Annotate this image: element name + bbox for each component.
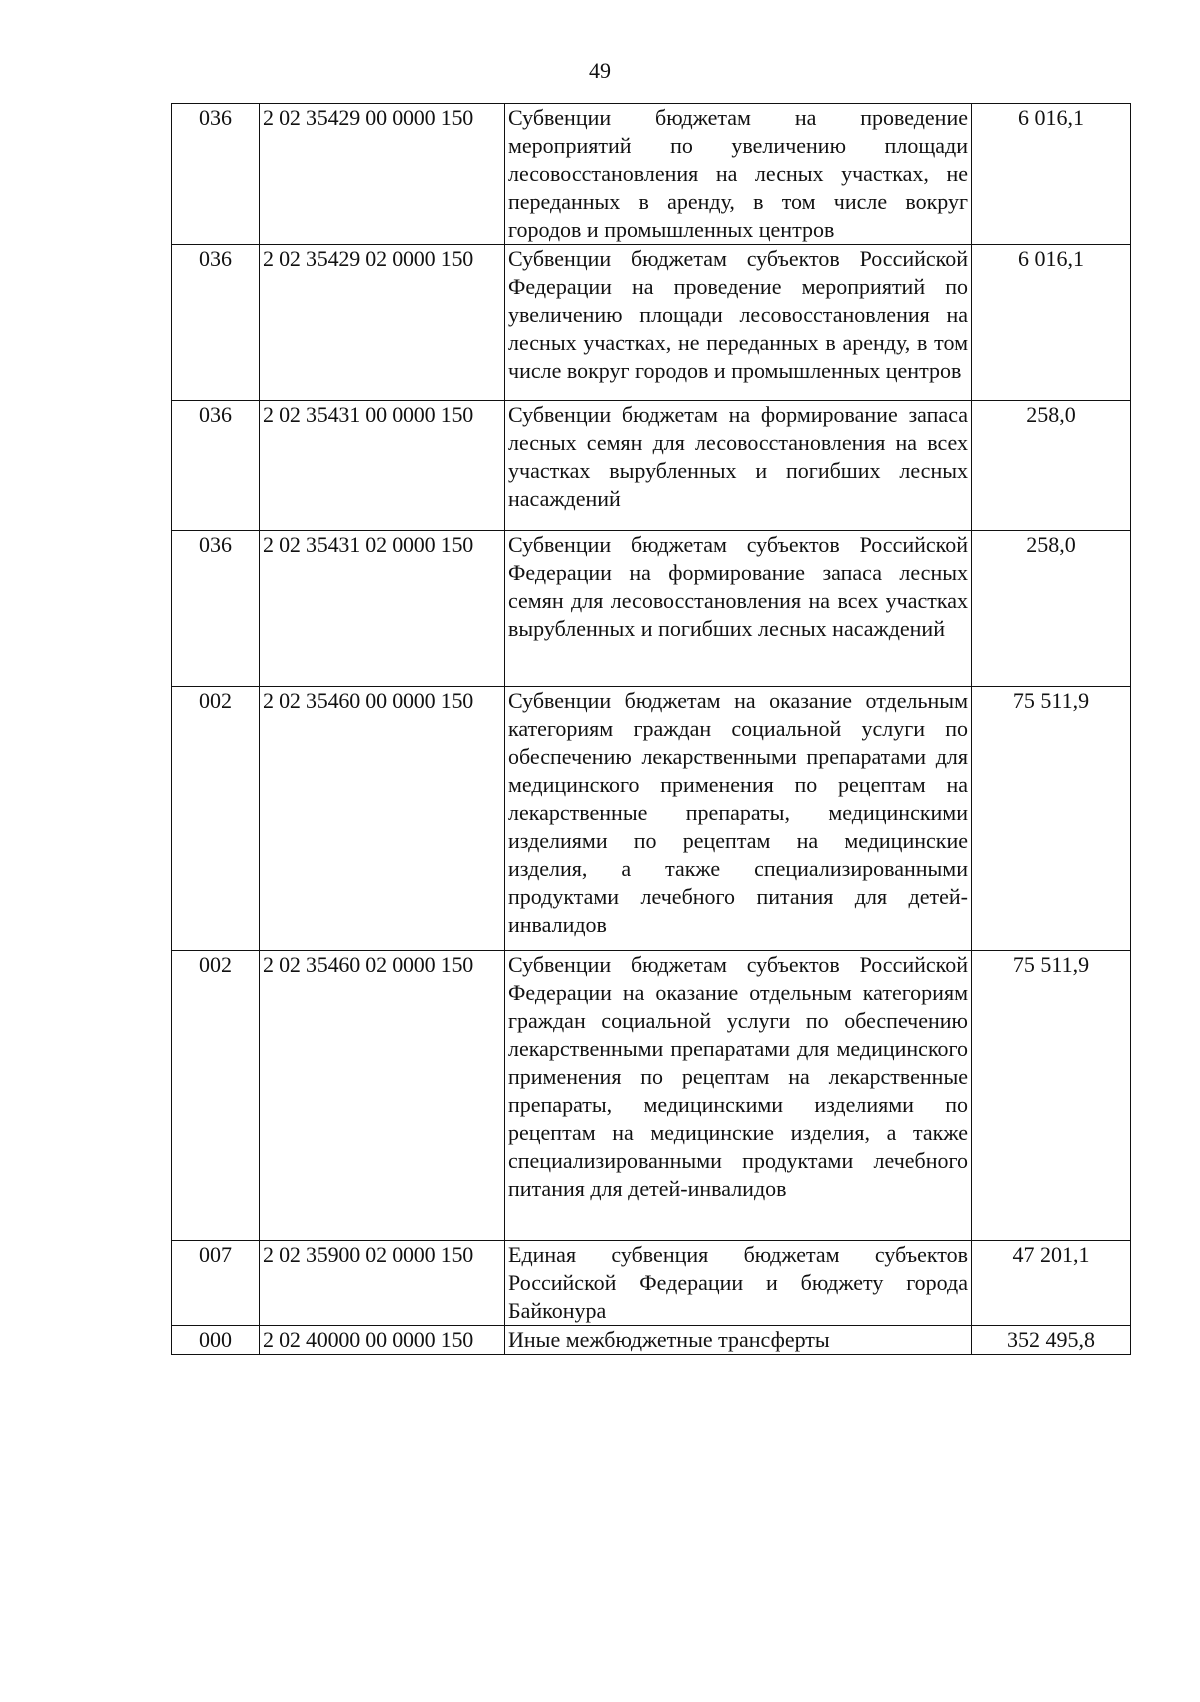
description-text: Субвенции бюджетам на формирование запаса лесных семян для лесовосстановления на всех участках вырубленных и погибших лесных насаждений [508,402,968,511]
amount-cell: 258,0 [972,531,1131,687]
description-text: Субвенции бюджетам субъектов Российской Федерации на оказание отдельным категориям граждан социальной услуги по обеспечению лекарственными препаратами для медицинского применения по рецептам на лекарственные препараты, медицинскими изделиями по рецептам на медицинские изделия, а также специализированными продуктами лечебного питания для детей-инвалидов [508,952,968,1201]
description-cell [505,1241,972,1326]
budget-code-cell: 2 02 35429 00 0000 150 [260,104,505,245]
description-text: Субвенции бюджетам на проведение мероприятий по увеличению площади лесовосстановления на лесных участках, не переданных в аренду, в том числе вокруг городов и промышленных центров [508,105,968,242]
amount-cell: 258,0 [972,401,1131,531]
budget-code-cell: 2 02 40000 00 0000 150 [260,1326,505,1355]
amount-cell: 352 495,8 [972,1326,1131,1355]
budget-code-cell: 2 02 35900 02 0000 150 [260,1241,505,1326]
page-number: 49 [589,58,611,83]
table-row [172,531,1131,687]
description-cell [505,104,972,245]
admin-code-cell: 036 [172,245,260,401]
description-cell [505,245,972,401]
amount-cell: 47 201,1 [972,1241,1131,1326]
description-text: Субвенции бюджетам на оказание отдельным категориям граждан социальной услуги по обеспечению лекарственными препаратами для медицинского применения по рецептам на лекарственные препараты, медицинскими изделиями по рецептам на медицинские изделия, а также специализированными продуктами лечебного питания для детей-инвалидов [508,688,968,937]
admin-code-cell: 036 [172,104,260,245]
admin-code-cell: 007 [172,1241,260,1326]
budget-code-cell: 2 02 35460 02 0000 150 [260,951,505,1241]
description-cell [505,687,972,951]
admin-code-cell: 036 [172,401,260,531]
amount-cell: 6 016,1 [972,104,1131,245]
admin-code-cell: 002 [172,687,260,951]
budget-code-cell: 2 02 35431 00 0000 150 [260,401,505,531]
table-row [172,245,1131,401]
description-text: Иные межбюджетные трансферты [508,1327,830,1352]
table-row [172,104,1131,245]
table-row [172,401,1131,531]
admin-code-cell: 000 [172,1326,260,1355]
budget-table [171,103,1131,1355]
description-cell [505,951,972,1241]
description-cell [505,531,972,687]
admin-code-cell: 002 [172,951,260,1241]
table-row [172,951,1131,1241]
budget-code-cell: 2 02 35431 02 0000 150 [260,531,505,687]
description-text: Единая субвенция бюджетам субъектов Российской Федерации и бюджету города Байконура [508,1242,968,1323]
description-text: Субвенции бюджетам субъектов Российской Федерации на формирование запаса лесных семян для лесовосстановления на всех участках вырубленных и погибших лесных насаждений [508,532,968,641]
description-cell [505,401,972,531]
admin-code-cell: 036 [172,531,260,687]
description-text: Субвенции бюджетам субъектов Российской Федерации на проведение мероприятий по увеличению площади лесовосстановления на лесных участках, не переданных в аренду, в том числе вокруг городов и промышленных центров [508,246,968,383]
description-cell [505,1326,972,1355]
table-row [172,1326,1131,1355]
table-row [172,687,1131,951]
table-row [172,1241,1131,1326]
amount-cell: 6 016,1 [972,245,1131,401]
amount-cell: 75 511,9 [972,687,1131,951]
budget-code-cell: 2 02 35429 02 0000 150 [260,245,505,401]
budget-code-cell: 2 02 35460 00 0000 150 [260,687,505,951]
amount-cell: 75 511,9 [972,951,1131,1241]
